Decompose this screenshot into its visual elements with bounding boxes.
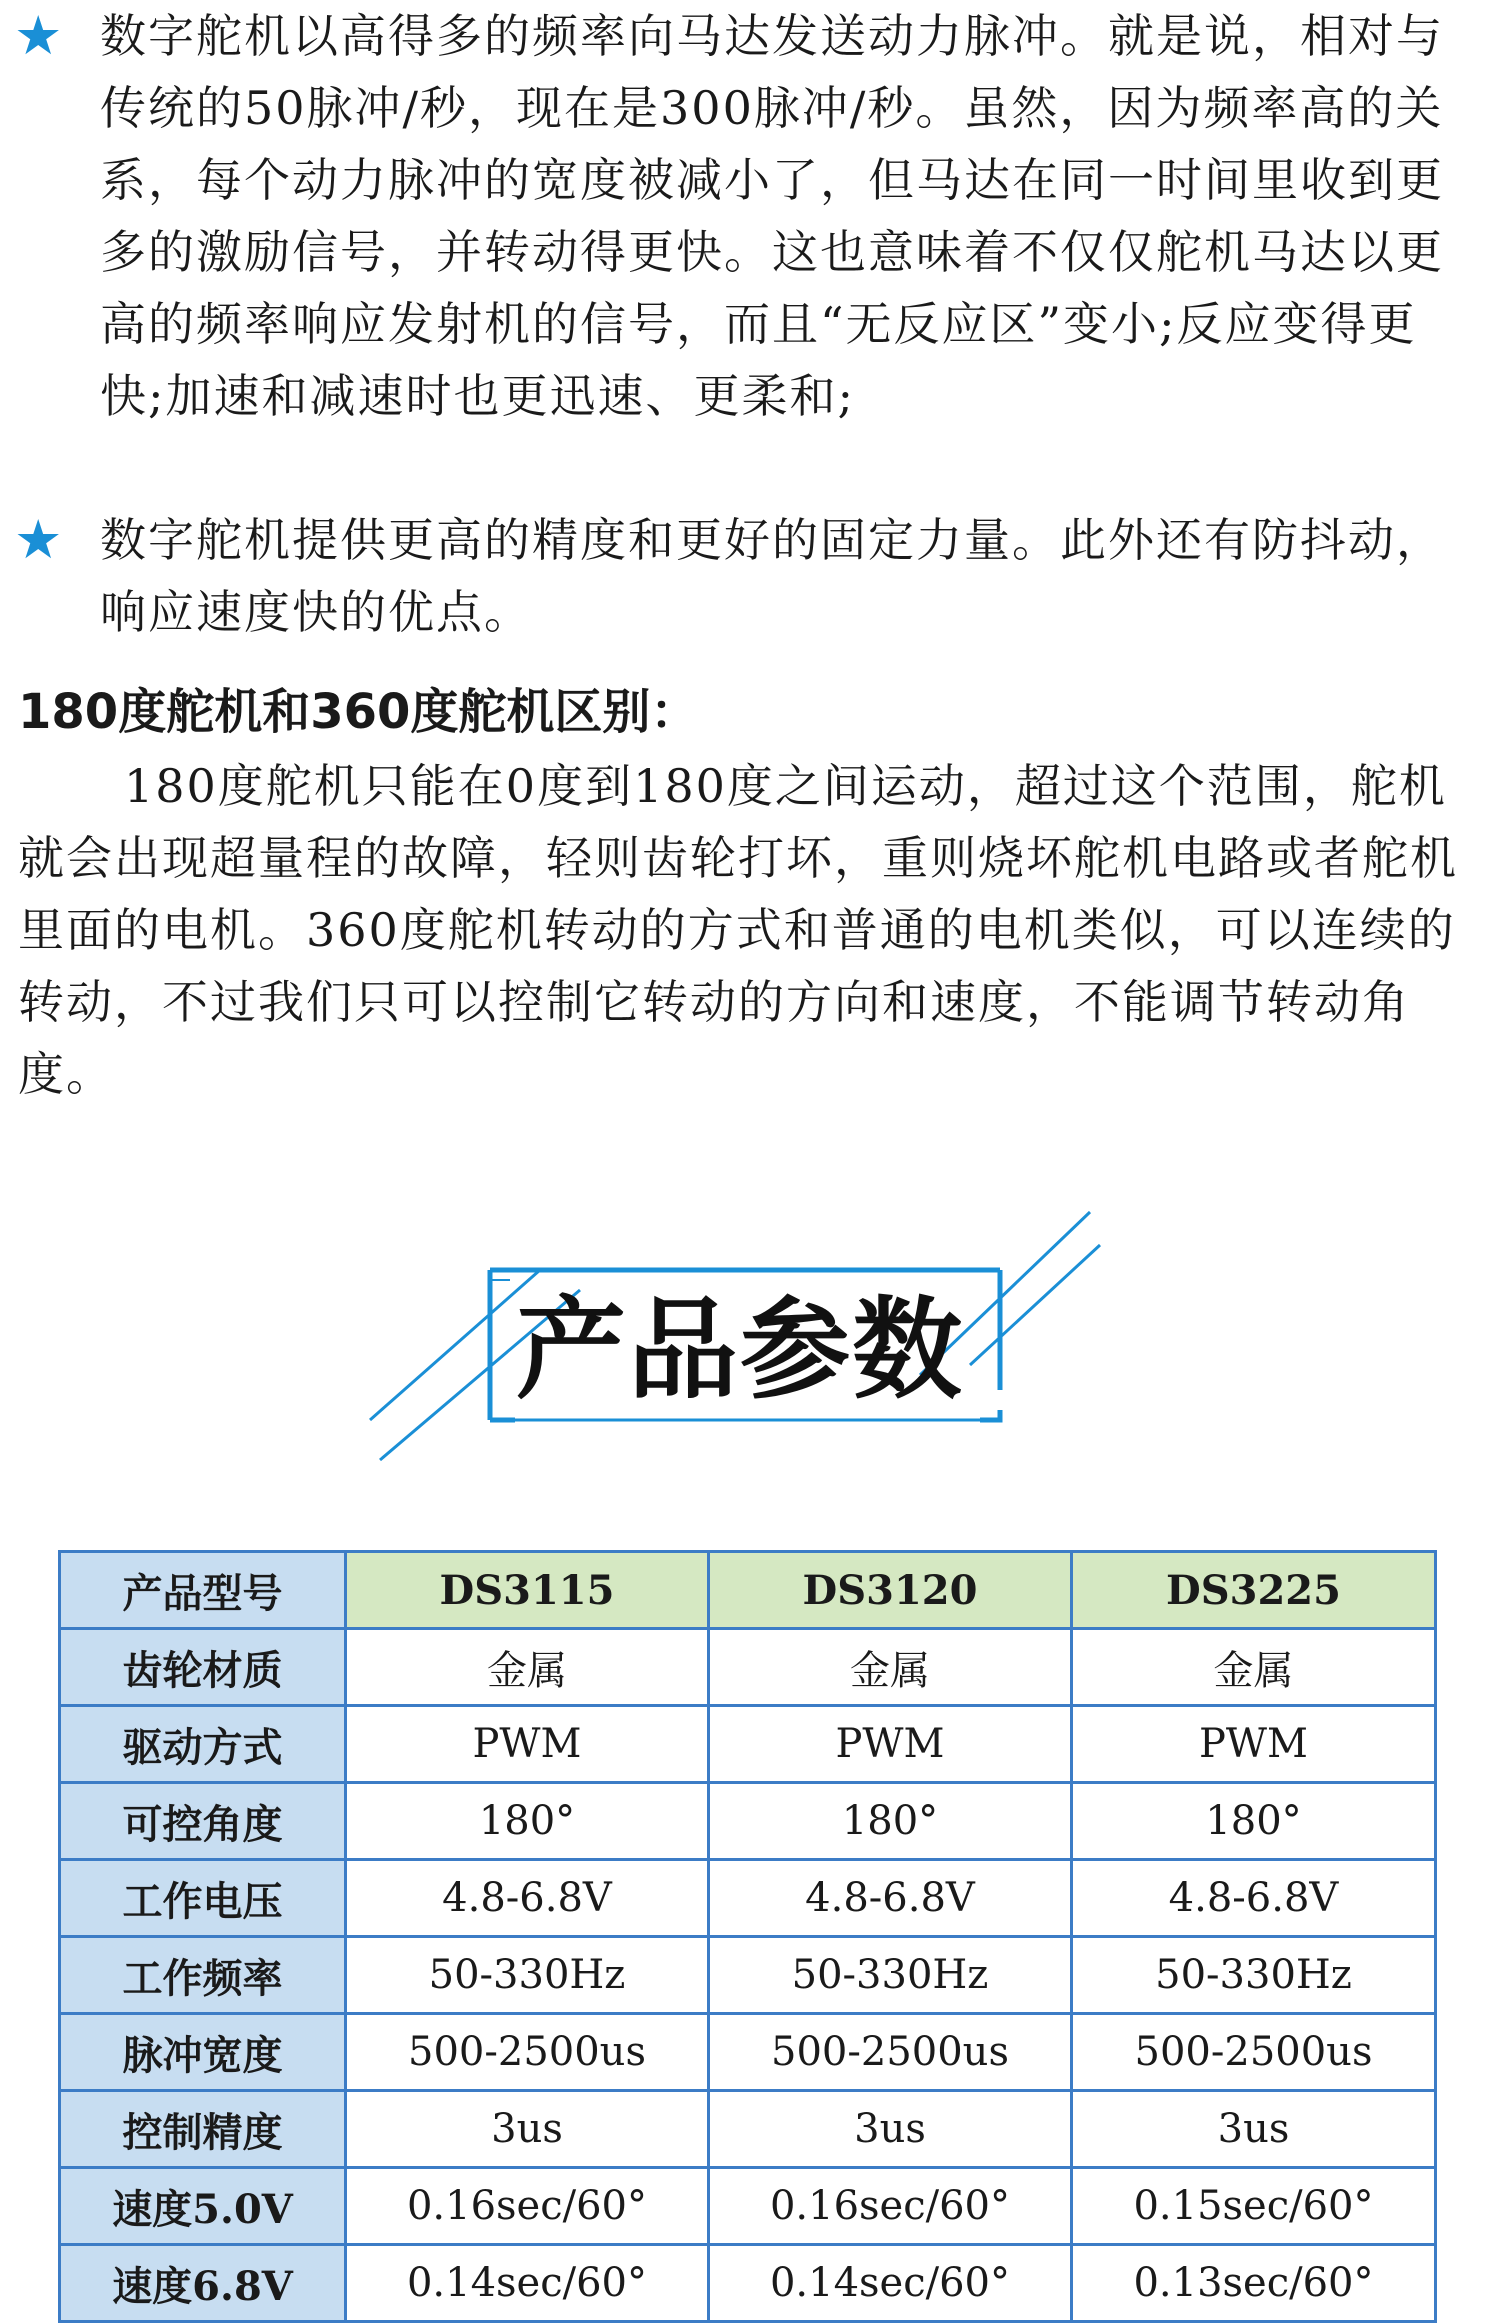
table-row bbox=[60, 1937, 1436, 2014]
table-cell: 4.8-6.8V bbox=[709, 1860, 1072, 1937]
table-row bbox=[60, 2245, 1436, 2322]
table-row-label: 脉冲宽度 bbox=[60, 2014, 346, 2091]
table-cell: 500-2500us bbox=[709, 2014, 1072, 2091]
table-row-label: 工作电压 bbox=[60, 1860, 346, 1937]
table-cell: 180° bbox=[709, 1783, 1072, 1860]
table-cell: 0.16sec/60° bbox=[346, 2168, 709, 2245]
table-cell: 0.14sec/60° bbox=[709, 2245, 1072, 2322]
table-row-label: 可控角度 bbox=[60, 1783, 346, 1860]
table-cell: 3us bbox=[709, 2091, 1072, 2168]
spec-table bbox=[58, 1550, 1437, 2323]
section-paragraph: 180度舵机只能在0度到180度之间运动，超过这个范围，舵机就会出现超量程的故障，轻则齿轮打坏，重则烧坏舵机电路或者舵机里面的电机。360度舵机转动的方式和普通的电机类似，可以连续的转动，不过我们只可以控制它转动的方向和速度，不能调节转动角度。 bbox=[18, 759, 1458, 1101]
table-cell: 0.14sec/60° bbox=[346, 2245, 709, 2322]
table-row-label: 控制精度 bbox=[60, 2091, 346, 2168]
section-heading: 180度舵机和360度舵机区别： bbox=[18, 684, 699, 740]
table-row-label: 速度6.8V bbox=[60, 2245, 346, 2322]
table-cell: 0.15sec/60° bbox=[1072, 2168, 1436, 2245]
table-row bbox=[60, 2091, 1436, 2168]
table-row-label: 工作频率 bbox=[60, 1937, 346, 2014]
table-cell: 4.8-6.8V bbox=[346, 1860, 709, 1937]
table-row bbox=[60, 1783, 1436, 1860]
table-cell: PWM bbox=[709, 1706, 1072, 1783]
table-cell: PWM bbox=[1072, 1706, 1436, 1783]
table-cell: 金属 bbox=[346, 1629, 709, 1706]
star-icon: ★ bbox=[14, 508, 63, 571]
table-cell: 50-330Hz bbox=[1072, 1937, 1436, 2014]
table-cell: 500-2500us bbox=[346, 2014, 709, 2091]
table-header-row bbox=[60, 1552, 1436, 1629]
table-cell: 180° bbox=[346, 1783, 709, 1860]
table-header-label: 产品型号 bbox=[60, 1552, 346, 1629]
table-header-model: DS3115 bbox=[346, 1552, 709, 1629]
table-header-model: DS3120 bbox=[709, 1552, 1072, 1629]
table-cell: 金属 bbox=[709, 1629, 1072, 1706]
table-row bbox=[60, 1629, 1436, 1706]
table-row-label: 驱动方式 bbox=[60, 1706, 346, 1783]
title-text: 产品参数 bbox=[516, 1286, 964, 1414]
table-cell: 3us bbox=[1072, 2091, 1436, 2168]
table-cell: 500-2500us bbox=[1072, 2014, 1436, 2091]
table-cell: 4.8-6.8V bbox=[1072, 1860, 1436, 1937]
bullet-text: 数字舵机提供更高的精度和更好的固定力量。此外还有防抖动，响应速度快的优点。 bbox=[100, 513, 1444, 639]
table-row bbox=[60, 2014, 1436, 2091]
table-cell: 50-330Hz bbox=[709, 1937, 1072, 2014]
table-row bbox=[60, 1706, 1436, 1783]
table-cell: 0.16sec/60° bbox=[709, 2168, 1072, 2245]
table-row bbox=[60, 2168, 1436, 2245]
table-cell: 180° bbox=[1072, 1783, 1436, 1860]
star-icon: ★ bbox=[14, 4, 63, 67]
table-cell: 3us bbox=[346, 2091, 709, 2168]
table-cell: 50-330Hz bbox=[346, 1937, 709, 2014]
table-cell: 0.13sec/60° bbox=[1072, 2245, 1436, 2322]
title-badge bbox=[360, 1210, 1120, 1490]
table-row bbox=[60, 1860, 1436, 1937]
table-row-label: 速度5.0V bbox=[60, 2168, 346, 2245]
table-row-label: 齿轮材质 bbox=[60, 1629, 346, 1706]
table-header-model: DS3225 bbox=[1072, 1552, 1436, 1629]
bullet-text: 数字舵机以高得多的频率向马达发送动力脉冲。就是说，相对与传统的50脉冲/秒，现在是300脉冲/秒。虽然，因为频率高的关系，每个动力脉冲的宽度被减小了，但马达在同一时间里收到更多的激励信号，并转动得更快。这也意味着不仅仅舵机马达以更高的频率响应发射机的信号，而且“无反应区”变小;反应变得更快;加速和减速时也更迅速、更柔和; bbox=[100, 9, 1444, 423]
table-cell: PWM bbox=[346, 1706, 709, 1783]
table-cell: 金属 bbox=[1072, 1629, 1436, 1706]
